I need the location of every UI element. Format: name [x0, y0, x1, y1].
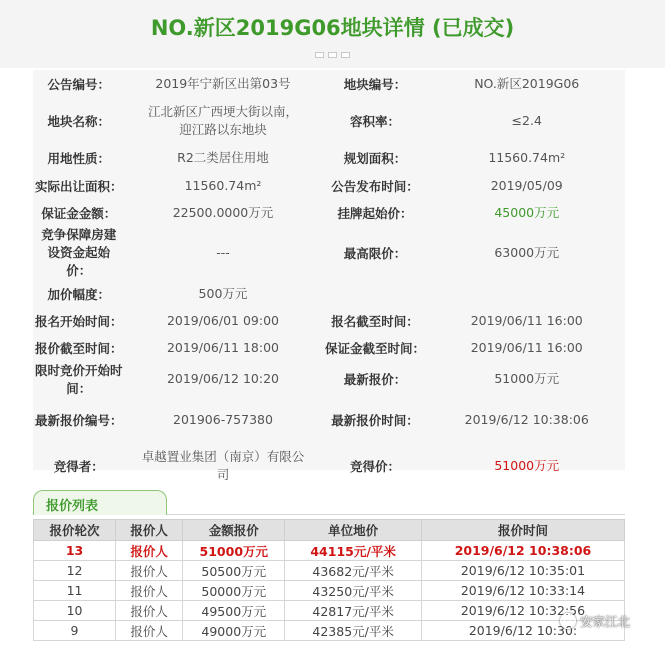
bid-round: 10: [34, 601, 116, 621]
bid-deadline-label: 报价截至时间：: [34, 340, 123, 356]
bid-deadline-value: 2019/06/11 18:00: [166, 339, 279, 355]
signup-start-value: 2019/06/01 09:00: [166, 312, 279, 328]
info-row: [33, 361, 625, 397]
divider-dot: [341, 52, 350, 58]
plot-number-value: NO.新区2019G06: [474, 76, 580, 91]
wechat-icon: [560, 613, 576, 629]
tab-bid-list-label: 报价列表: [46, 499, 99, 514]
info-row: [33, 226, 625, 280]
bid-time: 2019/6/12 10:38:06: [421, 541, 624, 561]
table-row: [34, 621, 625, 641]
header-round: 报价轮次: [34, 520, 116, 541]
tab-bid-list[interactable]: [33, 490, 167, 515]
bid-bidder: 报价人: [116, 621, 183, 641]
publish-time-label: 公告发布时间：: [331, 178, 419, 194]
signup-start-label: 报名开始时间：: [34, 313, 123, 329]
bid-bidder: 报价人: [116, 561, 183, 581]
table-row: [34, 561, 625, 581]
info-row: [33, 70, 625, 98]
bid-amount: 49500万元: [183, 601, 285, 621]
winning-price-value: 51000万元: [494, 458, 560, 473]
bid-unit-price: 43250元/平米: [285, 581, 422, 601]
bid-amount: 50500万元: [183, 561, 285, 581]
bid-round: 11: [34, 581, 116, 601]
info-row: [33, 443, 625, 489]
actual-area-label: 实际出让面积：: [34, 178, 123, 194]
watermark: [560, 611, 630, 631]
latest-bid-number-label: 最新报价编号：: [34, 413, 123, 428]
latest-bid-label: 最新报价：: [343, 372, 407, 387]
land-use-value: R2二类居住用地: [177, 150, 269, 165]
empty-value: [428, 280, 625, 307]
header-amount: 金额报价: [183, 520, 285, 541]
signup-end-value: 2019/06/11 16:00: [470, 312, 583, 328]
winner-label: 竞得者：: [53, 459, 104, 474]
bid-time: 2019/6/12 10:30:: [421, 621, 624, 641]
info-row: [33, 199, 625, 226]
bid-bidder: 报价人: [116, 601, 183, 621]
bid-round: 13: [34, 541, 116, 561]
latest-bid-number-value: 201906-757380: [173, 412, 273, 427]
latest-bid-value: 51000万元: [494, 371, 560, 386]
info-row: [33, 144, 625, 172]
bid-unit-price: 44115元/平米: [285, 541, 422, 561]
bid-amount: 49000万元: [183, 621, 285, 641]
bid-time: 2019/6/12 10:33:14: [421, 581, 624, 601]
bid-amount: 50000万元: [183, 581, 285, 601]
bid-table-header: [34, 520, 625, 541]
increment-value: 500万元: [198, 285, 248, 301]
planned-area-value: 11560.74m²: [488, 150, 566, 165]
planned-area-label: 规划面积：: [343, 151, 407, 166]
info-row: [33, 98, 625, 144]
starting-price-label: 挂牌起始价：: [337, 205, 413, 221]
table-row: [34, 581, 625, 601]
header-bid-time: 报价时间: [421, 520, 624, 541]
deposit-label: 保证金金额：: [41, 205, 117, 221]
bid-unit-price: 42817元/平米: [285, 601, 422, 621]
plot-number-label: 地块编号：: [343, 77, 407, 92]
bid-bidder: 报价人: [116, 541, 183, 561]
title-divider: [315, 52, 350, 60]
timed-bid-start-value: 2019/06/12 10:20: [166, 371, 279, 386]
actual-area-value: 11560.74m²: [184, 177, 262, 193]
bid-time: 2019/6/12 10:35:01: [421, 561, 624, 581]
bid-round: 12: [34, 561, 116, 581]
watermark-text: 安家江北: [580, 614, 631, 629]
signup-end-label: 报名截至时间：: [331, 313, 419, 329]
info-row: [33, 172, 625, 199]
plot-name-value: 江北新区广西埂大街以南，迎江路以东地块: [147, 104, 298, 137]
winning-price-label: 竞得价：: [350, 459, 401, 474]
bid-amount: 51000万元: [183, 541, 285, 561]
notice-number-value: 2019年宁新区出第03号: [155, 76, 291, 91]
notice-number-label: 公告编号：: [47, 77, 110, 92]
table-row: [34, 601, 625, 621]
bid-list-table: [33, 519, 625, 641]
info-row: [33, 280, 625, 307]
publish-time-value: 2019/05/09: [490, 177, 563, 193]
info-row: [33, 397, 625, 443]
info-row: [33, 307, 625, 334]
info-row: [33, 334, 625, 361]
bid-unit-price: 42385元/平米: [285, 621, 422, 641]
empty-label: [322, 280, 429, 307]
plot-ratio-label: 容积率：: [350, 114, 401, 129]
plot-name-label: 地块名称：: [47, 114, 110, 129]
bid-unit-price: 43682元/平米: [285, 561, 422, 581]
deposit-deadline-label: 保证金截至时间：: [325, 340, 426, 356]
starting-price-value: 45000万元: [494, 204, 560, 220]
page-title: NO.新区2019G06地块详情 (已成交): [150, 16, 515, 40]
housing-fund-value: ---: [216, 245, 230, 260]
land-info-table: [33, 70, 625, 489]
latest-bid-time-label: 最新报价时间：: [331, 413, 419, 428]
timed-bid-start-label: 限时竞价开始时间：: [34, 363, 123, 396]
latest-bid-time-value: 2019/6/12 10:38:06: [464, 412, 589, 427]
table-row: [34, 541, 625, 561]
increment-label: 加价幅度：: [47, 286, 110, 302]
bid-bidder: 报价人: [116, 581, 183, 601]
land-use-label: 用地性质：: [47, 151, 110, 166]
deposit-deadline-value: 2019/06/11 16:00: [470, 339, 583, 355]
deposit-value: 22500.0000万元: [172, 204, 274, 220]
max-price-value: 63000万元: [494, 245, 560, 260]
bid-round: 9: [34, 621, 116, 641]
winner-value: 卓越置业集团（南京）有限公司: [141, 449, 305, 482]
bid-time: 2019/6/12 10:32:56: [421, 601, 624, 621]
plot-ratio-value: ≤2.4: [511, 113, 542, 128]
max-price-label: 最高限价：: [343, 246, 407, 261]
divider-dot: [315, 52, 324, 58]
housing-fund-label: 竞争保障房建设资金起始价：: [41, 227, 117, 278]
divider-dot: [328, 52, 337, 58]
header-unit-price: 单位地价: [285, 520, 422, 541]
header-bidder: 报价人: [116, 520, 183, 541]
